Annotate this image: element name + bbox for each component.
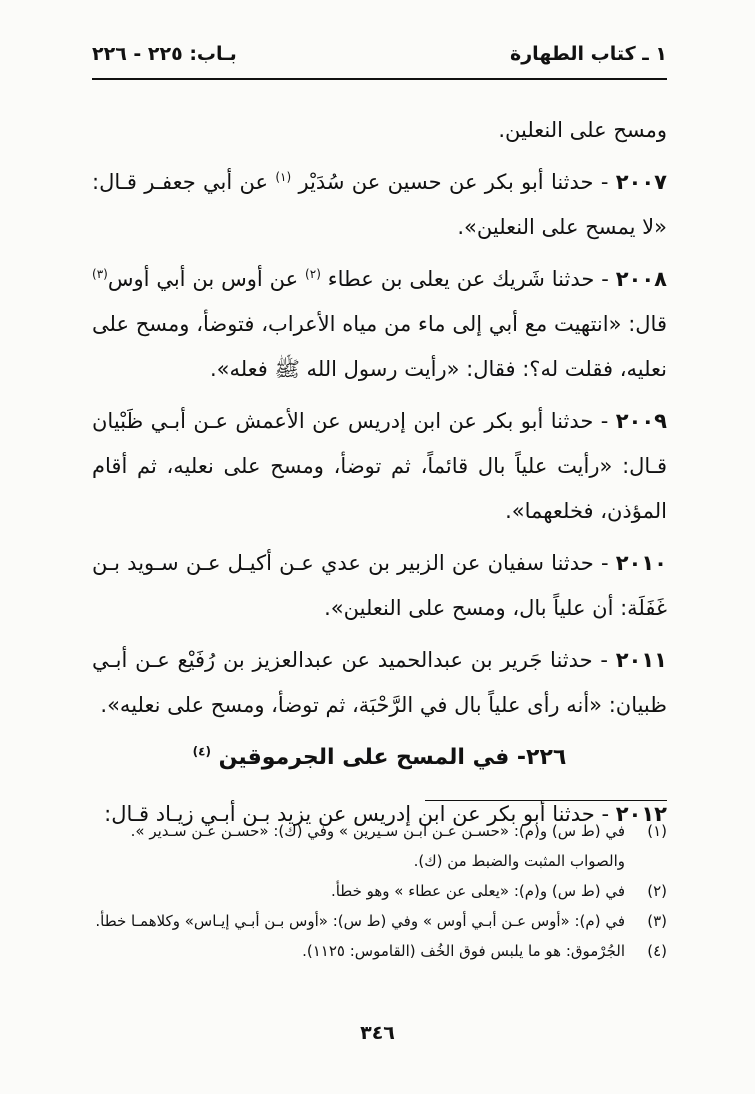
footnote-item (92, 816, 667, 876)
footnote-text: الجُرْموق: هو ما يلبس فوق الخُف (القاموس: ١١٢٥). (302, 942, 625, 960)
footnote-text: في (م): «أوس عـن أبـي أوس » وفي (ط س): «أوس بـن أبـي إيـاس» وكلاهمـا خطأ. (95, 912, 625, 930)
hadith-number: ٢٠١٠ (615, 551, 667, 575)
hadith-text: - حدثنا جَرير بن عبدالحميد عن عبدالعزيز بن رُفَيْع عـن أبـي ظبيان: «أنه رأى علياً بال في الرَّحْبَة، ثم توضأ، ومسح على نعليه». (92, 648, 667, 717)
section-heading (92, 735, 667, 780)
footnote-text: في (ط س) و(م): «حسـن عـن ابـن سـيرين » وفي (ك): «حسـن عـن سـدير ». والصواب المثبت والضبط من (ك). (130, 822, 625, 870)
page-number: ٣٤٦ (360, 1022, 395, 1044)
hadith-number: ٢٠٠٩ (615, 409, 667, 433)
chapter-range: بـاب: ٢٢٥ - ٢٢٦ (92, 43, 237, 65)
footnote-mark: (٣) (647, 912, 667, 930)
hadith-text: - حدثنا أبو بكر عن ابن إدريس عن يزيد بـن أبـي زيـاد قـال: (104, 802, 616, 826)
hadith-number: ٢٠١١ (615, 648, 667, 672)
hadith-text: - حدثنا سفيان عن الزبير بن عدي عـن أكيـل عـن سـويد بـن غَفَلَة: أن علياً بال، ومسح على النعلين». (92, 551, 667, 620)
hadith-text: - حدثنا أبو بكر عن حسين عن سُدَيْر (291, 170, 616, 194)
header-divider (92, 78, 667, 80)
footnote-ref[interactable]: (١) (275, 170, 292, 184)
hadith-text: عن أوس بن أبي أوس (107, 267, 306, 291)
footnote-mark: (٤) (647, 942, 667, 960)
hadith-number: ٢٠٠٧ (615, 170, 667, 194)
hadith-2009 (92, 399, 667, 534)
hadith-text: - حدثنا شَريك عن يعلى بن عطاء (320, 267, 616, 291)
continuation-line: ومسح على النعلين. (498, 118, 667, 142)
footnote-ref[interactable]: (٣) (92, 267, 108, 281)
footnote-mark: (٢) (647, 882, 667, 900)
footnote-ref[interactable]: (٢) (305, 267, 321, 281)
hadith-text: عن أبي جعفـر قـال: «لا يمسح على النعلين». (92, 170, 667, 239)
hadith-2011 (92, 638, 667, 728)
hadith-2010 (92, 541, 667, 631)
footnote-item (92, 936, 667, 966)
main-text (92, 108, 667, 844)
footnote-divider (425, 800, 667, 801)
running-header (92, 38, 667, 70)
footnote-item (92, 876, 667, 906)
hadith-text: قال: «انتهيت مع أبي إلى ماء من مياه الأعراب، فتوضأ، ومسح على نعليه، فقلت له؟: فقال: «رأيت رسول الله ﷺ فعله». (92, 312, 667, 381)
hadith-number: ٢٠٠٨ (615, 267, 667, 291)
hadith-2007 (92, 160, 667, 250)
hadith-number: ٢٠١٢ (615, 802, 667, 826)
footnote-text: في (ط س) و(م): «يعلى عن عطاء » وهو خطأ. (330, 882, 625, 900)
hadith-2008 (92, 257, 667, 392)
hadith-text: - حدثنا أبو بكر عن ابن إدريس عن الأعمش عـن أبـي ظَبْيان قـال: «رأيت علياً بال قائماً، ثم توضأ، ومسح على نعليه، ثم أقام المؤذن، فخلعهما». (92, 409, 667, 523)
book-title: ١ ـ كتاب الطهارة (510, 43, 667, 65)
section-title-text: ٢٢٦- في المسح على الجرموقين (218, 745, 567, 770)
footnote-mark: (١) (647, 822, 667, 840)
footnotes (92, 816, 667, 966)
footnote-ref[interactable]: (٤) (192, 744, 211, 759)
footnote-item (92, 906, 667, 936)
